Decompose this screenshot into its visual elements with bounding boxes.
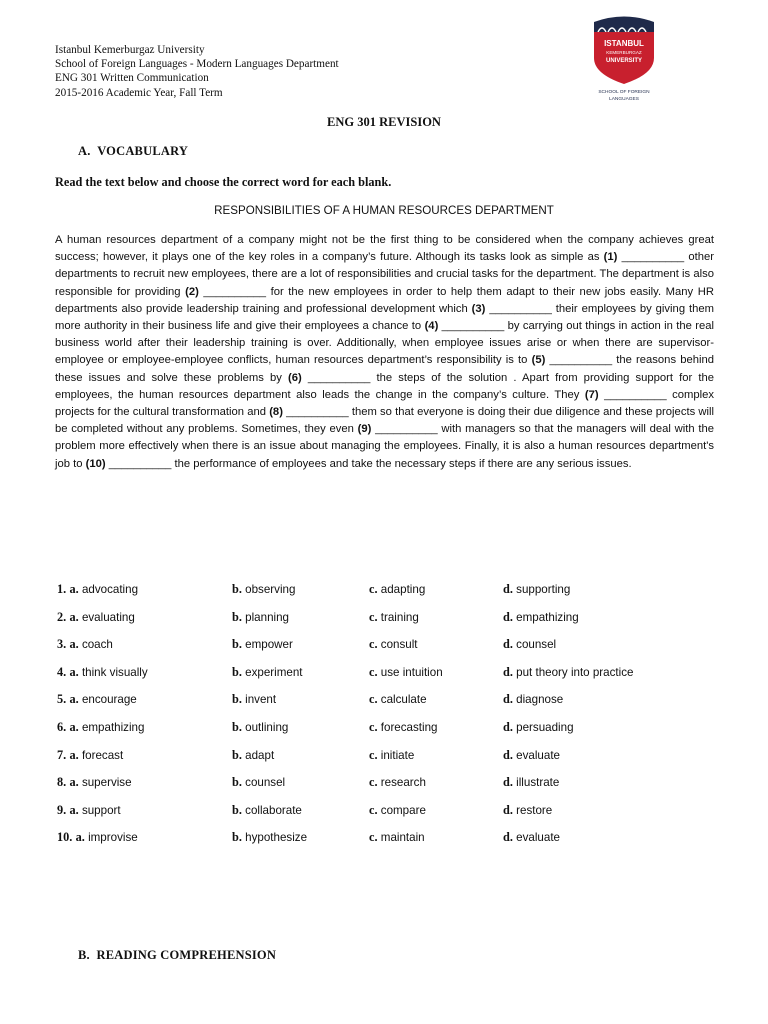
option-b xyxy=(232,775,285,790)
passage-text: __________ other departments to recruit new employees, there are a lot of responsibilities and crucial tasks for the department. The department is also responsible for providing xyxy=(55,251,714,298)
question-options-row xyxy=(57,637,697,665)
instruction-text: Read the text below and choose the correct word for each blank. xyxy=(55,175,392,189)
option-letter: d. xyxy=(503,609,513,624)
blank-number: (4) xyxy=(424,320,439,333)
option-text: put theory into practice xyxy=(516,665,634,679)
passage-text: __________ the steps of the solution . Apart from providing support for the employees, the human resources department also leads the change in the company’s culture. They xyxy=(55,371,714,401)
option-text: supporting xyxy=(516,583,571,596)
question-number: 7. xyxy=(57,747,67,762)
option-letter: c. xyxy=(369,830,378,845)
question-number: 4. xyxy=(57,664,67,679)
option-b xyxy=(232,748,274,763)
option-c xyxy=(369,748,414,763)
option-b xyxy=(232,803,302,818)
option-text: counsel xyxy=(245,776,286,790)
option-letter: a. xyxy=(69,637,79,652)
option-d xyxy=(503,692,563,707)
option-a xyxy=(57,610,135,625)
question-number: 2. xyxy=(57,609,67,624)
logo-caption: LANGUAGES xyxy=(609,97,639,102)
option-text: empathizing xyxy=(516,610,579,624)
option-text: forecast xyxy=(81,748,124,762)
blank-number: (2) xyxy=(185,285,199,298)
option-d xyxy=(503,775,559,790)
option-text: coach xyxy=(81,638,113,652)
option-text: empower xyxy=(245,638,293,652)
option-letter: b. xyxy=(232,830,242,845)
question-number: 5. xyxy=(57,692,67,707)
blank-number: (10) xyxy=(85,457,106,470)
option-a xyxy=(57,830,138,845)
option-text: advocating xyxy=(81,583,139,596)
question-number: 3. xyxy=(57,637,67,652)
passage-text: __________ with managers so that the managers will deal with the problem more effectively when there is an issue about managing the employees. Finally, it is also a human resources department's job to xyxy=(55,423,714,470)
logo-caption: SCHOOL OF FOREIGN xyxy=(598,90,650,95)
option-text: support xyxy=(81,803,121,817)
option-letter: a. xyxy=(75,830,85,845)
option-d xyxy=(503,665,633,680)
option-letter: d. xyxy=(503,775,513,790)
option-letter: c. xyxy=(369,719,378,734)
option-d xyxy=(503,748,560,763)
option-c xyxy=(369,803,426,818)
option-letter: d. xyxy=(503,582,513,596)
option-b xyxy=(232,582,295,597)
option-letter: c. xyxy=(369,582,378,596)
option-letter: a. xyxy=(69,664,79,679)
blank-number: (5) xyxy=(531,354,546,367)
option-text: evaluate xyxy=(516,831,560,845)
passage-text: A human resources department of a company might not be the first thing to be considered when the company achieves great success; however, it plays one of the key roles in a company’s future. Although its tasks look as simple as xyxy=(55,234,714,264)
option-text: collaborate xyxy=(245,803,302,817)
logo-text: UNIVERSITY xyxy=(605,58,643,64)
question-options-row xyxy=(57,775,697,803)
passage-text: __________ complex projects for the cultural transformation and xyxy=(55,388,714,419)
institution-header xyxy=(55,43,339,100)
option-a xyxy=(57,720,144,735)
option-letter: a. xyxy=(69,719,79,734)
blank-number: (7) xyxy=(584,388,599,401)
option-letter: c. xyxy=(369,609,378,624)
option-text: forecasting xyxy=(380,720,438,734)
option-b xyxy=(232,665,303,680)
option-letter: a. xyxy=(69,747,79,762)
option-text: encourage xyxy=(81,693,137,707)
option-text: counsel xyxy=(516,638,557,652)
option-b xyxy=(232,692,276,707)
option-text: training xyxy=(380,610,419,624)
header-line: Istanbul Kemerburgaz University xyxy=(55,44,205,56)
question-options-row xyxy=(57,610,697,638)
option-letter: d. xyxy=(503,747,513,762)
passage-text: __________ the performance of employees and take the necessary steps if there are any serious issues. xyxy=(105,457,632,470)
option-a xyxy=(57,665,148,680)
option-text: initiate xyxy=(380,748,415,762)
option-text: restore xyxy=(516,803,553,817)
option-text: evaluate xyxy=(516,748,560,762)
option-letter: d. xyxy=(503,637,513,652)
question-number: 10. xyxy=(57,830,73,845)
option-letter: b. xyxy=(232,719,242,734)
option-text: maintain xyxy=(380,831,425,845)
question-number: 6. xyxy=(57,719,67,734)
option-b xyxy=(232,610,289,625)
blank-number: (1) xyxy=(603,251,618,264)
option-text: outlining xyxy=(245,720,289,734)
option-letter: b. xyxy=(232,802,242,817)
option-c xyxy=(369,637,418,652)
question-number: 9. xyxy=(57,802,67,817)
option-text: planning xyxy=(245,610,289,624)
option-d xyxy=(503,582,570,597)
option-text: use intuition xyxy=(380,665,443,679)
question-options-row xyxy=(57,665,697,693)
option-d xyxy=(503,830,560,845)
option-c xyxy=(369,582,425,597)
option-c xyxy=(369,665,443,680)
option-letter: c. xyxy=(369,664,378,679)
option-text: think visually xyxy=(81,665,148,679)
header-line: ENG 301 Written Communication xyxy=(55,72,209,85)
document-title: ENG 301 REVISION xyxy=(327,115,441,129)
option-text: compare xyxy=(380,803,426,817)
section-heading-vocabulary: A. VOCABULARY xyxy=(78,144,189,158)
option-letter: c. xyxy=(369,692,378,707)
option-letter: a. xyxy=(69,802,79,817)
reading-passage xyxy=(55,232,714,473)
option-d xyxy=(503,637,556,652)
question-options-row xyxy=(57,720,697,748)
option-letter: c. xyxy=(369,802,378,817)
question-options-row xyxy=(57,803,697,831)
option-text: evaluating xyxy=(81,610,135,624)
option-letter: d. xyxy=(503,830,513,845)
option-d xyxy=(503,720,574,735)
header-line: School of Foreign Languages - Modern Languages Department xyxy=(55,58,339,71)
option-letter: b. xyxy=(232,637,242,652)
option-c xyxy=(369,692,427,707)
question-options-row xyxy=(57,692,697,720)
option-letter: b. xyxy=(232,582,242,596)
option-text: invent xyxy=(245,693,277,707)
passage-text: __________ by carrying out things in action in the real business world after their leadership training is over. Additionally, when employee issues arise or when there are supervisor-employee or employee-employee conflicts, human resources department’s responsibility is to xyxy=(55,320,715,367)
option-text: research xyxy=(380,776,426,790)
option-text: illustrate xyxy=(516,776,560,790)
logo-text: KEMERBURGAZ xyxy=(606,50,642,55)
question-options-row xyxy=(57,748,697,776)
header-line: 2015-2016 Academic Year, Fall Term xyxy=(55,86,223,99)
option-a xyxy=(57,803,121,818)
reading-title: RESPONSIBILITIES OF A HUMAN RESOURCES DEPARTMENT xyxy=(214,204,554,217)
option-b xyxy=(232,637,293,652)
section-heading-reading: B. READING COMPREHENSION xyxy=(78,948,277,962)
answer-options-list xyxy=(57,582,697,858)
option-a xyxy=(57,582,138,597)
option-letter: d. xyxy=(503,802,513,817)
option-a xyxy=(57,637,113,652)
option-text: hypothesize xyxy=(245,831,308,845)
option-c xyxy=(369,720,438,735)
option-letter: a. xyxy=(69,775,79,790)
passage-text: __________ them so that everyone is doing their due diligence and these projects will be completed without any problems. Sometimes, they even xyxy=(55,406,714,436)
logo-text: ISTANBUL xyxy=(604,39,644,48)
option-letter: b. xyxy=(232,664,242,679)
question-options-row xyxy=(57,830,697,858)
option-letter: b. xyxy=(232,609,242,624)
option-d xyxy=(503,610,579,625)
option-text: persuading xyxy=(516,720,574,734)
option-letter: a. xyxy=(69,609,79,624)
option-b xyxy=(232,830,307,845)
question-number: 8. xyxy=(57,775,67,790)
question-number: 1. xyxy=(57,582,67,596)
option-text: calculate xyxy=(380,693,427,707)
option-text: adapting xyxy=(380,583,426,596)
option-letter: d. xyxy=(503,692,513,707)
option-c xyxy=(369,775,426,790)
option-letter: c. xyxy=(369,775,378,790)
passage-text: __________ the reasons behind these issues and solve these problems by xyxy=(55,354,715,384)
option-a xyxy=(57,748,123,763)
option-b xyxy=(232,720,288,735)
option-c xyxy=(369,610,419,625)
option-text: diagnose xyxy=(516,693,564,707)
option-a xyxy=(57,692,137,707)
option-text: improvise xyxy=(88,831,138,845)
passage-text: __________ their employees by giving them more authority in their business life and give their employees a chance to xyxy=(55,302,714,333)
option-text: supervise xyxy=(81,776,132,790)
option-letter: d. xyxy=(503,719,513,734)
option-letter: a. xyxy=(69,582,79,596)
option-letter: b. xyxy=(232,747,242,762)
blank-number: (6) xyxy=(287,371,302,384)
option-text: empathizing xyxy=(81,720,145,734)
question-options-row xyxy=(57,582,697,610)
university-logo xyxy=(588,12,660,104)
option-d xyxy=(503,803,552,818)
passage-text: __________ for the new employees in order to help them adapt to their new jobs easily. Many HR departments also provide leadership training and professional development which xyxy=(55,285,714,315)
option-letter: b. xyxy=(232,692,242,707)
option-letter: b. xyxy=(232,775,242,790)
option-text: observing xyxy=(245,583,296,596)
blank-number: (3) xyxy=(471,302,486,315)
option-c xyxy=(369,830,425,845)
option-text: adapt xyxy=(245,748,275,762)
option-letter: d. xyxy=(503,664,513,679)
option-letter: c. xyxy=(369,637,378,652)
option-letter: a. xyxy=(69,692,79,707)
option-letter: c. xyxy=(369,747,378,762)
blank-number: (9) xyxy=(357,423,372,436)
blank-number: (8) xyxy=(269,406,283,419)
option-text: experiment xyxy=(245,665,303,679)
option-a xyxy=(57,775,132,790)
option-text: consult xyxy=(380,638,418,652)
